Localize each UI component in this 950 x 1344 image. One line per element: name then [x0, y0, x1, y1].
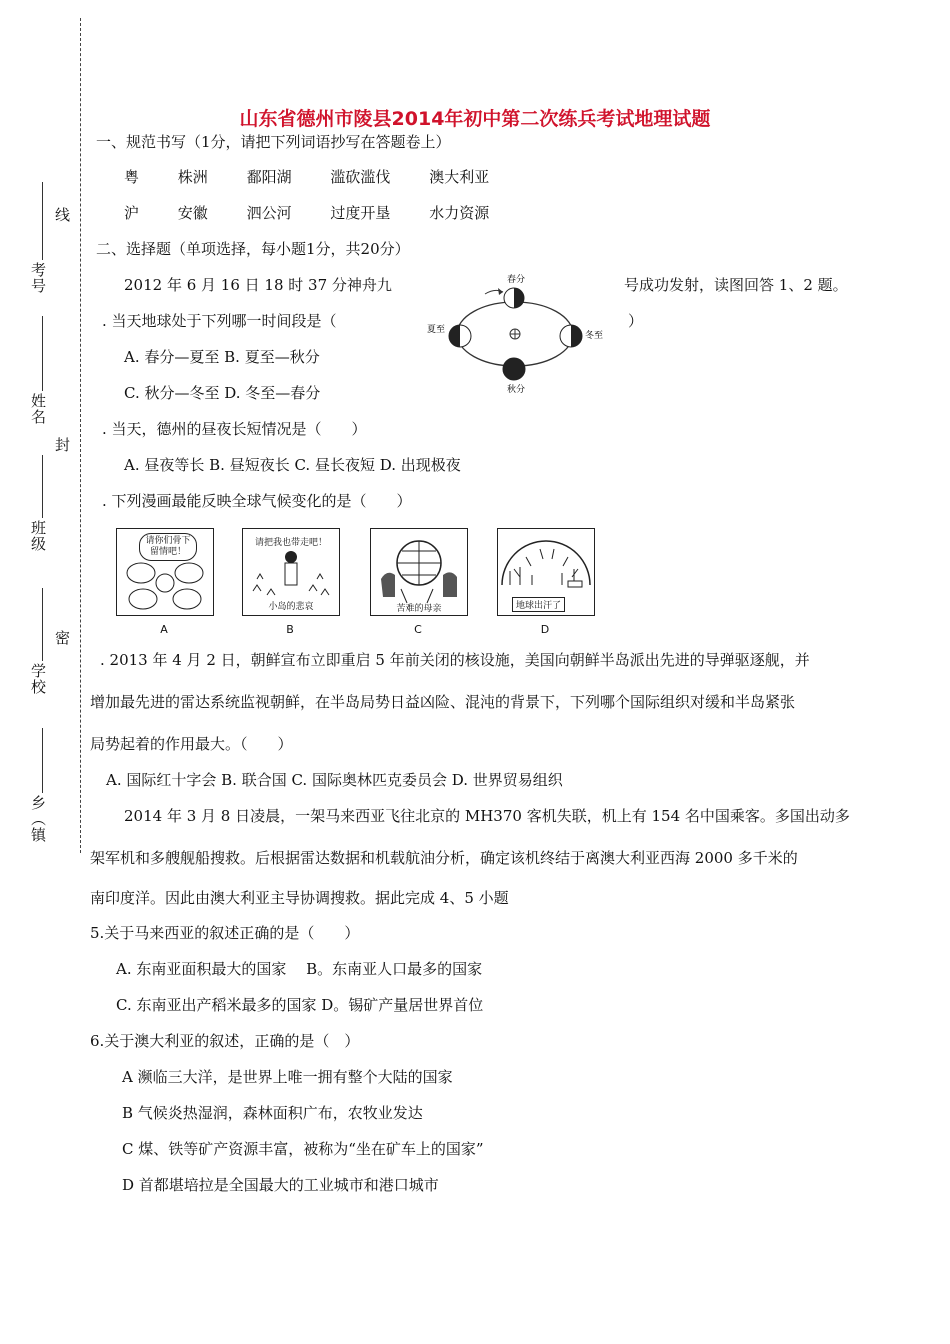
word-item: 鄱阳湖 [246, 168, 292, 186]
word-item: 澳大利亚 [429, 168, 490, 186]
intro-text-left: 2012 年 6 月 16 日 18 时 37 分神舟九 [124, 276, 392, 294]
word-item: 过度开垦 [330, 204, 391, 222]
cartoon-d [497, 528, 595, 636]
cartoon-a-bubble: 请你们骨下留情吧！ [139, 533, 197, 561]
orbit-label-spring: 春分 [507, 275, 526, 285]
question-6-option-d: D 首都堪培拉是全国最大的工业城市和港口城市 [122, 1176, 439, 1194]
word-item: 滥砍滥伐 [330, 168, 391, 186]
passage-line-3: 南印度洋。因此由澳大利亚主导协调搜救。据此完成 4、5 小题 [90, 889, 509, 907]
word-item: 沪 [124, 204, 140, 222]
margin-mark-seal: 封 [53, 437, 71, 453]
question-1: . 当天地球处于下列哪一时间段是（ [102, 312, 337, 330]
question-4-line-1: . 2013 年 4 月 2 日，朝鲜宣布立即重启 5 年前关闭的核设施，美国向朝鲜半岛派出先进的导弹驱逐舰，并 [100, 651, 810, 669]
cartoon-a-drawing [117, 529, 213, 615]
question-6-option-c: C 煤、铁等矿产资源丰富，被称为“坐在矿车上的国家” [122, 1140, 484, 1158]
margin-mark-line: 线 [53, 207, 71, 223]
word-row-2 [124, 202, 523, 223]
section1-heading: 一、规范书写（1分，请把下列词语抄写在答题卷上） [96, 133, 451, 151]
earth-orbit-diagram [425, 268, 615, 396]
question-5-options-a: A. 东南亚面积最大的国家 B。东南亚人口最多的国家 [116, 960, 483, 978]
school-label: 学校 [29, 663, 47, 695]
word-item: 泗公河 [246, 204, 292, 222]
class-label: 班级 [29, 520, 47, 552]
orbit-label-summer: 夏至 [427, 325, 446, 335]
passage-line-1: 2014 年 3 月 8 日凌晨，一架马来西亚飞往北京的 MH370 客机失联，机上有 154 名中国乘客。多国出动多 [124, 807, 850, 825]
word-item: 株洲 [177, 168, 208, 186]
question-1-close: ） [628, 312, 644, 330]
question-5-options-b: C. 东南亚出产稻米最多的国家 D。锡矿产量居世界首位 [116, 996, 484, 1014]
cartoon-c-frame [370, 528, 468, 616]
cartoon-a-frame [116, 528, 214, 616]
town-label: 乡（镇 [29, 795, 47, 843]
question-1-options-a: A. 春分—夏至 B. 夏至—秋分 [124, 348, 320, 366]
cartoon-a-letter: A [160, 623, 168, 636]
word-row-1 [124, 166, 523, 187]
question-4-line-3: 局势起着的作用最大。（ ） [90, 735, 293, 753]
orbit-label-winter: 冬至 [585, 331, 604, 341]
question-4-options: A. 国际红十字会 B. 联合国 C. 国际奥林匹克委员会 D. 世界贸易组织 [106, 771, 563, 789]
word-item: 水力资源 [429, 204, 490, 222]
word-item: 粤 [124, 168, 140, 186]
cartoon-d-caption: 地球出汗了 [512, 597, 565, 612]
question-2: . 当天，德州的昼夜长短情况是（ ） [102, 420, 367, 438]
exam-number-label: 考号 [29, 262, 47, 294]
cartoon-c [370, 528, 468, 636]
word-item: 安徽 [177, 204, 208, 222]
question-4-line-2: 增加最先进的雷达系统监视朝鲜，在半岛局势日益凶险、混沌的背景下，下列哪个国际组织对缓和半岛紧张 [90, 693, 796, 711]
cartoon-c-caption: 苦难的母亲 [396, 604, 442, 614]
school-blank [42, 588, 43, 661]
cartoon-a [116, 528, 214, 636]
cartoon-b [242, 528, 340, 636]
cartoon-b-bubble: 请把我也带走吧！ [254, 538, 327, 548]
intro-text-right: 号成功发射，读图回答 1、2 题。 [624, 276, 848, 294]
question-6-option-a: A 濒临三大洋，是世界上唯一拥有整个大陆的国家 [122, 1068, 453, 1086]
question-3: . 下列漫画最能反映全球气候变化的是（ ） [102, 492, 412, 510]
question-6: 6.关于澳大利亚的叙述，正确的是（ ） [90, 1032, 360, 1050]
class-blank [42, 455, 43, 518]
question-6-option-b: B 气候炎热湿润，森林面积广布，农牧业发达 [122, 1104, 423, 1122]
margin-mark-secret: 密 [53, 630, 71, 646]
town-blank [42, 728, 43, 793]
passage-line-2: 架军机和多艘舰船搜救。后根据雷达数据和机载航油分析，确定该机终结于离澳大利亚西海 2000 多千米的 [90, 849, 798, 867]
orbit-label-autumn: 秋分 [507, 385, 526, 395]
binding-dashed-line [80, 18, 81, 853]
cartoon-b-frame [242, 528, 340, 616]
page-title: 山东省德州市陵县2014年初中第二次练兵考试地理试题 [239, 108, 711, 130]
cartoon-b-letter: B [286, 623, 294, 636]
question-1-options-b: C. 秋分—冬至 D. 冬至—春分 [124, 384, 321, 402]
cartoon-d-letter: D [540, 623, 550, 636]
question-5: 5.关于马来西亚的叙述正确的是（ ） [90, 924, 360, 942]
name-label: 姓名 [29, 393, 47, 425]
section2-heading: 二、选择题（单项选择，每小题1分，共20分） [96, 240, 410, 258]
cartoon-d-frame [497, 528, 595, 616]
cartoon-c-letter: C [414, 623, 422, 636]
exam-number-blank [42, 182, 43, 260]
question-2-options: A. 昼夜等长 B. 昼短夜长 C. 昼长夜短 D. 出现极夜 [124, 456, 461, 474]
cartoon-b-caption: 小岛的悲哀 [268, 602, 314, 612]
name-blank [42, 316, 43, 391]
